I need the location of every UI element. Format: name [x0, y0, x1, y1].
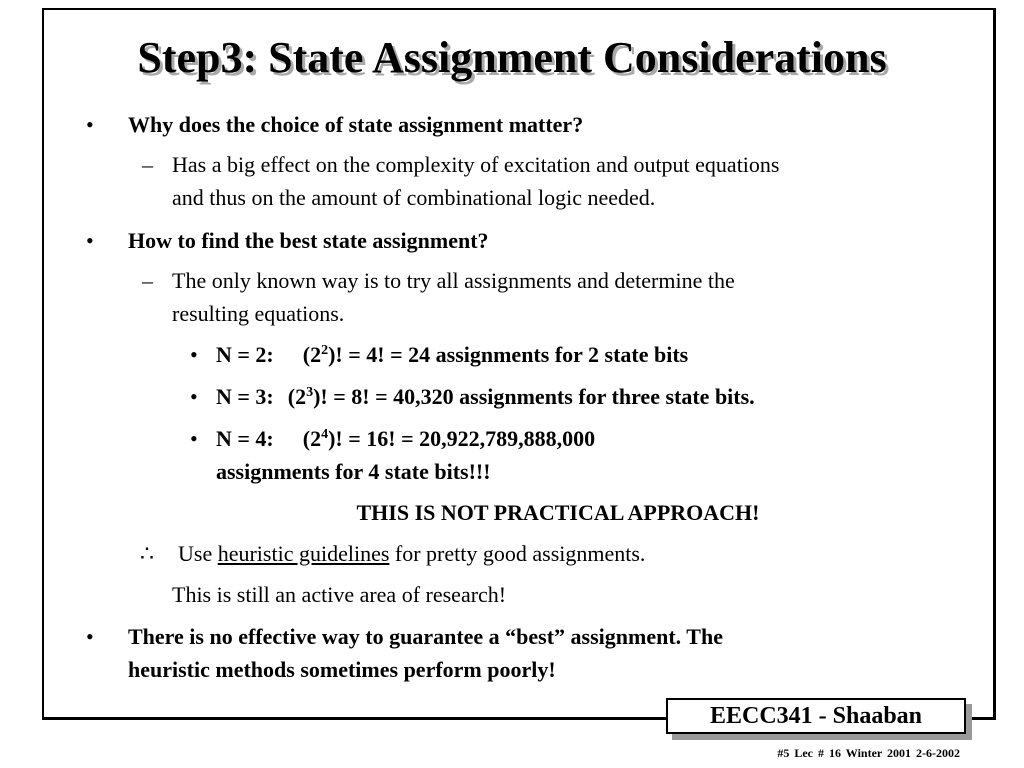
bullet-why-question: Why does the choice of state assignment matter? [128, 112, 584, 137]
item-n3-rest: )! = 8! = 40,320 assignments for three state bits. [313, 384, 755, 409]
item-n4 [216, 422, 595, 456]
bullet-no-guarantee-line1: There is no effective way to guarantee a “best” assignment. The [128, 624, 723, 649]
course-footer-box [666, 698, 972, 740]
item-n2 [216, 338, 688, 372]
item-n4-continuation: assignments for 4 state bits!!! [216, 459, 491, 484]
slide-title: Step3: State Assignment Considerations [137, 33, 887, 82]
item-n2-label: N = 2: [216, 342, 274, 367]
therefore-icon: ∴ [140, 541, 154, 566]
dash-marker: – [142, 152, 153, 177]
item-marker: • [190, 342, 198, 367]
item-n2-base: (2 [302, 342, 322, 367]
sub-bullet-only-way-line2: resulting equations. [172, 301, 345, 326]
sub-bullet-only-way-line1: The only known way is to try all assignments and determine the [172, 268, 735, 293]
item-n3-exponent: 3 [306, 385, 314, 400]
bullet-no-guarantee-line2: heuristic methods sometimes perform poorly! [128, 657, 556, 682]
heuristic-guidelines-line [178, 537, 645, 571]
item-n2-rest: )! = 4! = 24 assignments for 2 state bits [328, 342, 689, 367]
item-n3 [216, 380, 755, 414]
item-n3-base: (2 [287, 384, 307, 409]
item-n2-exponent: 2 [321, 343, 329, 358]
sub-bullet-effect-line2: and thus on the amount of combinational logic needed. [172, 185, 656, 210]
bullet-marker: • [86, 624, 94, 649]
bullet-marker: • [86, 228, 94, 253]
sub-bullet-effect-line1: Has a big effect on the complexity of excitation and output equations [172, 152, 780, 177]
item-marker: • [190, 384, 198, 409]
course-label: EECC341 - Shaaban [666, 698, 966, 734]
item-n4-base: (2 [302, 426, 322, 451]
heuristic-guidelines-link[interactable]: heuristic guidelines [217, 541, 390, 566]
item-n4-exponent: 4 [321, 427, 329, 442]
not-practical-emphasis: THIS IS NOT PRACTICAL APPROACH! [356, 500, 760, 525]
bullet-marker: • [86, 112, 94, 137]
bullet-how-question: How to find the best state assignment? [128, 228, 489, 253]
lecture-meta: #5 Lec # 16 Winter 2001 2-6-2002 [777, 746, 960, 760]
heuristic-suffix: for pretty good assignments. [394, 541, 646, 566]
dash-marker: – [142, 268, 153, 293]
item-n3-label: N = 3: [216, 384, 274, 409]
item-marker: • [190, 426, 198, 451]
research-note: This is still an active area of research! [172, 582, 507, 607]
item-n4-rest: )! = 16! = 20,922,789,888,000 [328, 426, 596, 451]
item-n4-label: N = 4: [216, 426, 274, 451]
heuristic-prefix: Use [178, 541, 213, 566]
